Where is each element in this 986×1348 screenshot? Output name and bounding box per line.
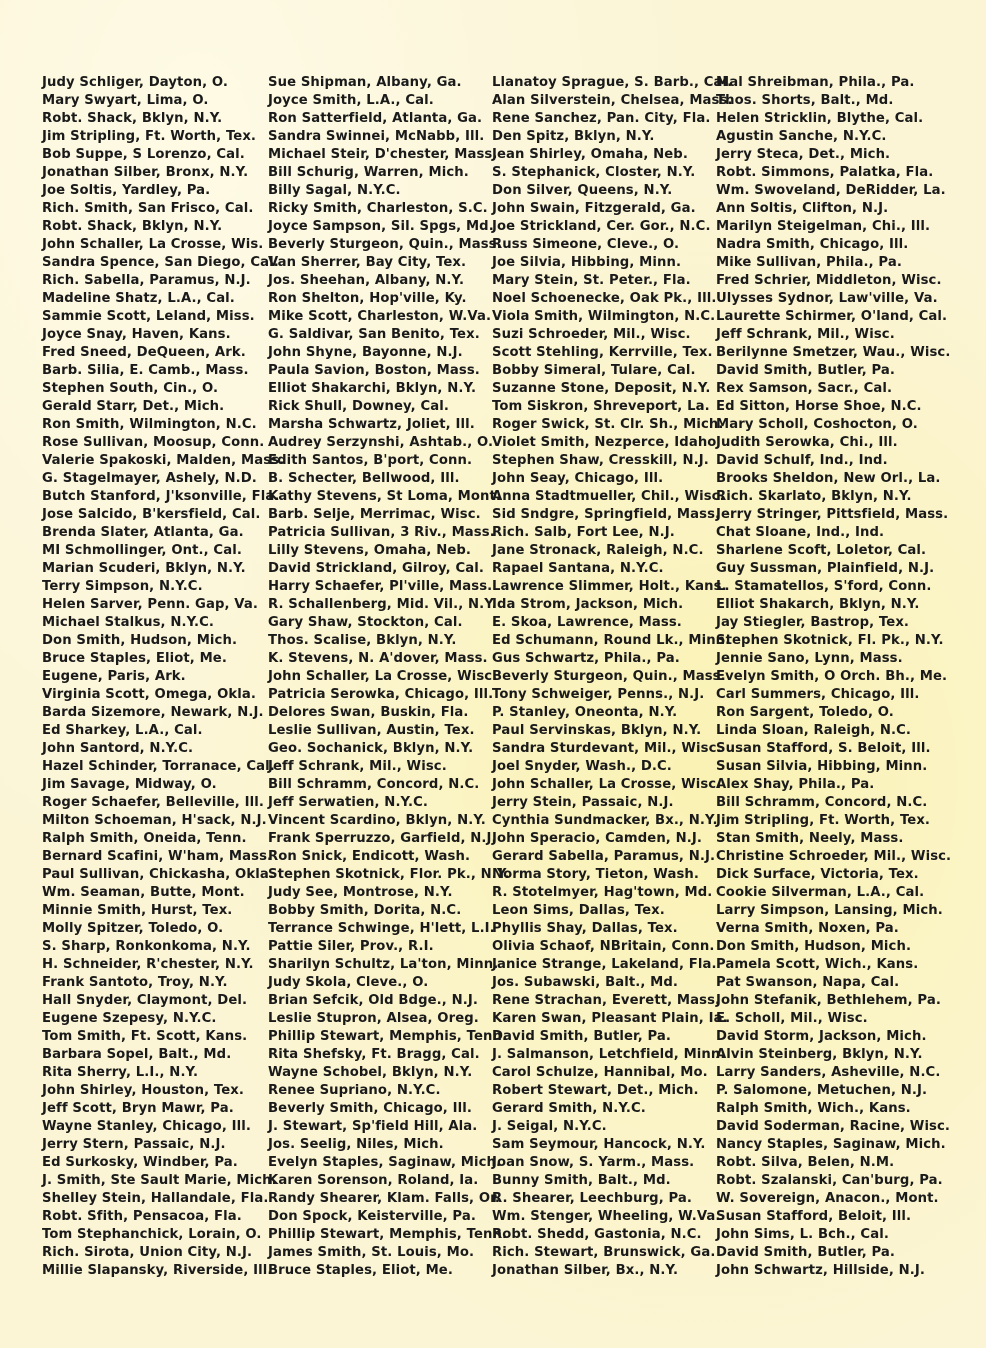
list-item: Ron Shelton, Hop'ville, Ky.: [268, 291, 467, 306]
list-item: Wm. Stenger, Wheeling, W.Va.: [492, 1209, 721, 1224]
list-item: Jim Stripling, Ft. Worth, Tex.: [42, 129, 257, 144]
list-item: Audrey Serzynshi, Ashtab., O.: [268, 435, 494, 450]
list-item: Robt. Szalanski, Can'burg, Pa.: [716, 1173, 943, 1188]
list-item: Judy Schliger, Dayton, O.: [42, 75, 229, 90]
list-item: Alvin Steinberg, Bklyn, N.Y.: [716, 1047, 923, 1062]
list-item: Den Spitz, Bklyn, N.Y.: [492, 129, 655, 144]
list-item: Russ Simeone, Cleve., O.: [492, 237, 680, 252]
list-item: Tom Smith, Ft. Scott, Kans.: [42, 1029, 248, 1044]
list-item: Jos. Seelig, Niles, Mich.: [268, 1137, 444, 1152]
list-item: Fred Schrier, Middleton, Wisc.: [716, 273, 942, 288]
list-item: David Smith, Butler, Pa.: [492, 1029, 672, 1044]
list-item: Mal Shreibman, Phila., Pa.: [716, 75, 915, 90]
list-item: Evelyn Staples, Saginaw, Mich.: [268, 1155, 502, 1170]
list-item: Ricky Smith, Charleston, S.C.: [268, 201, 488, 216]
list-item: Fred Sneed, DeQueen, Ark.: [42, 345, 246, 360]
list-item: Minnie Smith, Hurst, Tex.: [42, 903, 233, 918]
list-item: Suzi Schroeder, Mil., Wisc.: [492, 327, 691, 342]
list-item: Bobby Smith, Dorita, N.C.: [268, 903, 462, 918]
list-item: Jean Shirley, Omaha, Neb.: [492, 147, 688, 162]
list-item: Gerard Sabella, Paramus, N.J.: [492, 849, 716, 864]
list-item: Randy Shearer, Klam. Falls, Or.: [268, 1191, 500, 1206]
list-item: Ulysses Sydnor, Law'ville, Va.: [716, 291, 938, 306]
list-item: Alex Shay, Phila., Pa.: [716, 777, 875, 792]
list-item: David Schulf, Ind., Ind.: [716, 453, 888, 468]
list-item: Larry Simpson, Lansing, Mich.: [716, 903, 943, 918]
list-item: Michael Stalkus, N.Y.C.: [42, 615, 215, 630]
list-item: Bill Schurig, Warren, Mich.: [268, 165, 469, 180]
list-item: Wayne Schobel, Bklyn, N.Y.: [268, 1065, 473, 1080]
list-item: Sammie Scott, Leland, Miss.: [42, 309, 255, 324]
list-item: Stephen Skotnick, Fl. Pk., N.Y.: [716, 633, 944, 648]
list-item: Joyce Snay, Haven, Kans.: [42, 327, 231, 342]
list-item: Joe Silvia, Hibbing, Minn.: [492, 255, 682, 270]
list-item: Chat Sloane, Ind., Ind.: [716, 525, 885, 540]
list-item: E. Skoa, Lawrence, Mass.: [492, 615, 682, 630]
list-item: Phyllis Shay, Dallas, Tex.: [492, 921, 678, 936]
list-item: Ron Smith, Wilmington, N.C.: [42, 417, 257, 432]
list-item: Sam Seymour, Hancock, N.Y.: [492, 1137, 706, 1152]
list-item: Bunny Smith, Balt., Md.: [492, 1173, 671, 1188]
list-item: Carl Summers, Chicago, Ill.: [716, 687, 920, 702]
list-item: Madeline Shatz, L.A., Cal.: [42, 291, 235, 306]
list-item: David Storm, Jackson, Mich.: [716, 1029, 927, 1044]
list-item: Rick Shull, Downey, Cal.: [268, 399, 449, 414]
list-item: Mary Scholl, Coshocton, O.: [716, 417, 918, 432]
list-item: Ed Schumann, Round Lk., Minn.: [492, 633, 731, 648]
list-item: Carol Schulze, Hannibal, Mo.: [492, 1065, 708, 1080]
list-item: Paul Servinskas, Bklyn, N.Y.: [492, 723, 702, 738]
list-item: Bernard Scafini, W'ham, Mass.: [42, 849, 273, 864]
list-item: Butch Stanford, J'ksonville, Fla.: [42, 489, 280, 504]
list-item: Tony Schweiger, Penns., N.J.: [492, 687, 705, 702]
list-item: Evelyn Smith, O Orch. Bh., Me.: [716, 669, 948, 684]
list-item: Harry Schaefer, Pl'ville, Mass.: [268, 579, 493, 594]
list-item: Michael Steir, D'chester, Mass.: [268, 147, 498, 162]
list-item: Joel Snyder, Wash., D.C.: [492, 759, 672, 774]
list-item: Jerry Stern, Passaic, N.J.: [42, 1137, 226, 1152]
list-item: Barb. Silia, E. Camb., Mass.: [42, 363, 249, 378]
list-item: Rich. Salb, Fort Lee, N.J.: [492, 525, 675, 540]
list-item: Millie Slapansky, Riverside, Ill.: [42, 1263, 273, 1278]
list-item: Dick Surface, Victoria, Tex.: [716, 867, 919, 882]
list-item: E. Scholl, Mil., Wisc.: [716, 1011, 868, 1026]
list-item: Nadra Smith, Chicago, Ill.: [716, 237, 909, 252]
list-item: Marian Scuderi, Bklyn, N.Y.: [42, 561, 246, 576]
list-item: Violet Smith, Nezperce, Idaho: [492, 435, 717, 450]
list-item: Sue Shipman, Albany, Ga.: [268, 75, 462, 90]
list-item: Linda Sloan, Raleigh, N.C.: [716, 723, 912, 738]
list-item: Jos. Sheehan, Albany, N.Y.: [268, 273, 465, 288]
list-item: Ed Sharkey, L.A., Cal.: [42, 723, 203, 738]
list-item: John Shirley, Houston, Tex.: [42, 1083, 244, 1098]
list-item: Stephen Shaw, Cresskill, N.J.: [492, 453, 709, 468]
list-item: Nancy Staples, Saginaw, Mich.: [716, 1137, 946, 1152]
names-column-4: [716, 74, 952, 1280]
list-item: Rita Sherry, L.I., N.Y.: [42, 1065, 199, 1080]
list-item: Janice Strange, Lakeland, Fla.: [492, 957, 717, 972]
list-item: Alan Silverstein, Chelsea, Mass.: [492, 93, 733, 108]
list-item: John Shyne, Bayonne, N.J.: [268, 345, 463, 360]
list-item: Gerald Starr, Det., Mich.: [42, 399, 225, 414]
list-item: Bill Schramm, Concord, N.C.: [268, 777, 480, 792]
list-item: Karen Swan, Pleasant Plain, Ia.: [492, 1011, 728, 1026]
list-item: Susan Stafford, Beloit, Ill.: [716, 1209, 912, 1224]
list-item: R. Shearer, Leechburg, Pa.: [492, 1191, 693, 1206]
list-item: Beverly Smith, Chicago, Ill.: [268, 1101, 472, 1116]
list-item: Jerry Stringer, Pittsfield, Mass.: [716, 507, 949, 522]
list-item: Scott Stehling, Kerrville, Tex.: [492, 345, 713, 360]
list-item: Mike Scott, Charleston, W.Va.: [268, 309, 492, 324]
list-item: Mary Swyart, Lima, O.: [42, 93, 209, 108]
list-item: Robert Stewart, Det., Mich.: [492, 1083, 699, 1098]
list-item: Marilyn Steigelman, Chi., Ill.: [716, 219, 931, 234]
list-item: John Schaller, La Crosse, Wis.: [42, 237, 264, 252]
list-item: Gerard Smith, N.Y.C.: [492, 1101, 646, 1116]
list-item: John Speracio, Camden, N.J.: [492, 831, 702, 846]
list-item: Jeff Scott, Bryn Mawr, Pa.: [42, 1101, 234, 1116]
list-item: Ed Sitton, Horse Shoe, N.C.: [716, 399, 922, 414]
list-item: Ralph Smith, Oneida, Tenn.: [42, 831, 247, 846]
list-item: Verna Smith, Noxen, Pa.: [716, 921, 899, 936]
list-item: Rita Shefsky, Ft. Bragg, Cal.: [268, 1047, 480, 1062]
list-item: G. Saldivar, San Benito, Tex.: [268, 327, 480, 342]
list-item: Barda Sizemore, Newark, N.J.: [42, 705, 264, 720]
list-item: Judy Skola, Cleve., O.: [268, 975, 429, 990]
list-item: Jose Salcido, B'kersfield, Cal.: [42, 507, 261, 522]
list-item: Thos. Shorts, Balt., Md.: [716, 93, 894, 108]
list-item: Olivia Schaof, NBritain, Conn.: [492, 939, 715, 954]
list-item: Rich. Sabella, Paramus, N.J.: [42, 273, 251, 288]
list-item: Llanatoy Sprague, S. Barb., Cal.: [492, 75, 733, 90]
list-item: Sandra Swinnei, McNabb, Ill.: [268, 129, 485, 144]
list-item: Thos. Scalise, Bklyn, N.Y.: [268, 633, 457, 648]
list-item: Tom Stephanchick, Lorain, O.: [42, 1227, 262, 1242]
list-item: Frank Santoto, Troy, N.Y.: [42, 975, 228, 990]
list-item: P. Salomone, Metuchen, N.J.: [716, 1083, 928, 1098]
list-item: Rich. Stewart, Brunswick, Ga.: [492, 1245, 716, 1260]
list-item: Ida Strom, Jackson, Mich.: [492, 597, 684, 612]
names-column-2: [268, 74, 510, 1280]
list-item: Hazel Schinder, Torranace, Cal.: [42, 759, 275, 774]
list-item: J. Seigal, N.Y.C.: [492, 1119, 607, 1134]
list-item: Laurette Schirmer, O'land, Cal.: [716, 309, 948, 324]
list-item: Phillip Stewart, Memphis, Tenn.: [268, 1029, 508, 1044]
list-item: Robt. Silva, Belen, N.M.: [716, 1155, 895, 1170]
list-item: Bob Suppe, S Lorenzo, Cal.: [42, 147, 245, 162]
list-item: Shelley Stein, Hallandale, Fla.: [42, 1191, 269, 1206]
list-item: Ron Satterfield, Atlanta, Ga.: [268, 111, 483, 126]
list-item: Mike Sullivan, Phila., Pa.: [716, 255, 902, 270]
list-item: Roger Swick, St. Clr. Sh., Mich.: [492, 417, 724, 432]
list-item: Judith Serowka, Chi., Ill.: [716, 435, 898, 450]
list-item: Don Smith, Hudson, Mich.: [42, 633, 238, 648]
list-item: Jeff Schrank, Mil., Wisc.: [268, 759, 447, 774]
list-item: David Strickland, Gilroy, Cal.: [268, 561, 484, 576]
list-item: Helen Sarver, Penn. Gap, Va.: [42, 597, 258, 612]
list-item: Vincent Scardino, Bklyn, N.Y.: [268, 813, 486, 828]
list-item: Wm. Swoveland, DeRidder, La.: [716, 183, 946, 198]
list-item: G. Stagelmayer, Ashely, N.D.: [42, 471, 257, 486]
list-item: Jane Stronack, Raleigh, N.C.: [492, 543, 704, 558]
list-item: John Sims, L. Bch., Cal.: [716, 1227, 889, 1242]
list-item: Gary Shaw, Stockton, Cal.: [268, 615, 463, 630]
list-item: Gus Schwartz, Phila., Pa.: [492, 651, 680, 666]
list-item: Tom Siskron, Shreveport, La.: [492, 399, 710, 414]
list-item: Terrance Schwinge, H'lett, L.I.: [268, 921, 495, 936]
list-item: Jennie Sano, Lynn, Mass.: [716, 651, 903, 666]
list-item: Patricia Sullivan, 3 Riv., Mass.: [268, 525, 495, 540]
list-item: Molly Spitzer, Toledo, O.: [42, 921, 224, 936]
list-item: J. Salmanson, Letchfield, Minn.: [492, 1047, 726, 1062]
list-item: Don Spock, Keisterville, Pa.: [268, 1209, 476, 1224]
list-item: Guy Sussman, Plainfield, N.J.: [716, 561, 935, 576]
list-item: R. Stotelmyer, Hag'town, Md.: [492, 885, 713, 900]
list-item: Robt. Shedd, Gastonia, N.C.: [492, 1227, 702, 1242]
list-item: Robt. Shack, Bklyn, N.Y.: [42, 219, 223, 234]
list-item: Joe Soltis, Yardley, Pa.: [42, 183, 211, 198]
list-item: Pattie Siler, Prov., R.I.: [268, 939, 434, 954]
list-item: Brian Sefcik, Old Bdge., N.J.: [268, 993, 478, 1008]
list-item: Don Silver, Queens, N.Y.: [492, 183, 673, 198]
list-item: Geo. Sochanick, Bklyn, N.Y.: [268, 741, 474, 756]
list-item: Robt. Sfith, Pensacoa, Fla.: [42, 1209, 242, 1224]
list-item: Jonathan Silber, Bronx, N.Y.: [42, 165, 249, 180]
list-item: Bruce Staples, Eliot, Me.: [42, 651, 227, 666]
list-item: Stephen South, Cin., O.: [42, 381, 219, 396]
list-item: Viola Smith, Wilmington, N.C.: [492, 309, 716, 324]
list-item: Phillip Stewart, Memphis, Tenn.: [268, 1227, 508, 1242]
list-item: Stan Smith, Neely, Mass.: [716, 831, 904, 846]
list-item: P. Stanley, Oneonta, N.Y.: [492, 705, 678, 720]
list-item: Paul Sullivan, Chickasha, Okla.: [42, 867, 274, 882]
list-item: Norma Story, Tieton, Wash.: [492, 867, 700, 882]
list-item: Paula Savion, Boston, Mass.: [268, 363, 480, 378]
list-item: Van Sherrer, Bay City, Tex.: [268, 255, 467, 270]
list-item: Joyce Sampson, Sil. Spgs, Md.: [268, 219, 494, 234]
list-item: John Seay, Chicago, Ill.: [492, 471, 664, 486]
list-item: Ann Soltis, Clifton, N.J.: [716, 201, 889, 216]
list-item: Ed Surkosky, Windber, Pa.: [42, 1155, 238, 1170]
list-item: John Schaller, La Crosse, Wisc.: [492, 777, 722, 792]
list-item: Jos. Subawski, Balt., Md.: [492, 975, 679, 990]
list-item: Susan Stafford, S. Beloit, Ill.: [716, 741, 931, 756]
list-item: L. Stamatellos, S'ford, Conn.: [716, 579, 932, 594]
list-item: Wayne Stanley, Chicago, Ill.: [42, 1119, 251, 1134]
list-item: Sharilyn Schultz, La'ton, Minn.: [268, 957, 499, 972]
list-item: Berilynne Smetzer, Wau., Wisc.: [716, 345, 951, 360]
list-item: Pat Swanson, Napa, Cal.: [716, 975, 900, 990]
list-item: Rose Sullivan, Moosup, Conn.: [42, 435, 265, 450]
list-item: Rapael Santana, N.Y.C.: [492, 561, 664, 576]
list-item: Leslie Sullivan, Austin, Tex.: [268, 723, 475, 738]
list-item: Suzanne Stone, Deposit, N.Y.: [492, 381, 711, 396]
list-item: Brenda Slater, Atlanta, Ga.: [42, 525, 244, 540]
list-item: Rich. Sirota, Union City, N.J.: [42, 1245, 253, 1260]
list-item: Terry Simpson, N.Y.C.: [42, 579, 203, 594]
list-item: Brooks Sheldon, New Orl., La.: [716, 471, 941, 486]
list-item: Rich. Smith, San Frisco, Cal.: [42, 201, 254, 216]
list-item: R. Schallenberg, Mid. Vil., N.Y.: [268, 597, 497, 612]
list-item: David Soderman, Racine, Wisc.: [716, 1119, 951, 1134]
list-item: Rich. Skarlato, Bklyn, N.Y.: [716, 489, 912, 504]
list-item: Edith Santos, B'port, Conn.: [268, 453, 473, 468]
list-item: John Swain, Fitzgerald, Ga.: [492, 201, 696, 216]
list-item: Lilly Stevens, Omaha, Neb.: [268, 543, 472, 558]
list-item: Elliot Shakarch, Bklyn, N.Y.: [716, 597, 920, 612]
list-item: Ralph Smith, Wich., Kans.: [716, 1101, 911, 1116]
list-item: John Schwartz, Hillside, N.J.: [716, 1263, 926, 1278]
list-item: Kathy Stevens, St Loma, Mont.: [268, 489, 502, 504]
list-item: Renee Supriano, N.Y.C.: [268, 1083, 441, 1098]
list-item: B. Schecter, Bellwood, Ill.: [268, 471, 460, 486]
list-item: Sid Sndgre, Springfield, Mass.: [492, 507, 721, 522]
list-item: Jeff Schrank, Mil., Wisc.: [716, 327, 895, 342]
list-item: Eugene, Paris, Ark.: [42, 669, 186, 684]
list-item: Don Smith, Hudson, Mich.: [716, 939, 912, 954]
list-item: Helen Stricklin, Blythe, Cal.: [716, 111, 924, 126]
list-item: Patricia Serowka, Chicago, Ill.: [268, 687, 494, 702]
list-item: Hall Snyder, Claymont, Del.: [42, 993, 248, 1008]
list-item: Cookie Silverman, L.A., Cal.: [716, 885, 925, 900]
list-item: Leslie Stupron, Alsea, Oreg.: [268, 1011, 479, 1026]
list-item: Karen Sorenson, Roland, Ia.: [268, 1173, 479, 1188]
names-column-3: [492, 74, 733, 1280]
list-item: Bobby Simeral, Tulare, Cal.: [492, 363, 696, 378]
list-item: Ron Snick, Endicott, Wash.: [268, 849, 471, 864]
list-item: Agustin Sanche, N.Y.C.: [716, 129, 887, 144]
list-item: S. Stephanick, Closter, N.Y.: [492, 165, 696, 180]
list-item: Jim Stripling, Ft. Worth, Tex.: [716, 813, 931, 828]
list-item: John Schaller, La Crosse, Wisc.: [268, 669, 498, 684]
list-item: Marsha Schwartz, Joliet, Ill.: [268, 417, 475, 432]
list-item: Jonathan Silber, Bx., N.Y.: [492, 1263, 679, 1278]
list-item: Bill Schramm, Concord, N.C.: [716, 795, 928, 810]
list-item: Roger Schaefer, Belleville, Ill.: [42, 795, 264, 810]
list-item: Sandra Sturdevant, Mil., Wisc.: [492, 741, 722, 756]
list-item: Joe Strickland, Cer. Gor., N.C.: [492, 219, 711, 234]
list-item: David Smith, Butler, Pa.: [716, 363, 896, 378]
list-item: Frank Sperruzzo, Garfield, N.J.: [268, 831, 497, 846]
list-item: John Santord, N.Y.C.: [42, 741, 194, 756]
list-item: K. Stevens, N. A'dover, Mass.: [268, 651, 488, 666]
list-item: Anna Stadtmueller, Chil., Wisc.: [492, 489, 725, 504]
list-item: Mary Stein, St. Peter., Fla.: [492, 273, 691, 288]
list-item: Eugene Szepesy, N.Y.C.: [42, 1011, 217, 1026]
list-item: Robt. Shack, Bklyn, N.Y.: [42, 111, 223, 126]
list-item: Rene Strachan, Everett, Mass.: [492, 993, 721, 1008]
list-item: S. Sharp, Ronkonkoma, N.Y.: [42, 939, 251, 954]
list-item: Leon Sims, Dallas, Tex.: [492, 903, 665, 918]
list-item: Joyce Smith, L.A., Cal.: [268, 93, 434, 108]
list-item: Jerry Stein, Passaic, N.J.: [492, 795, 674, 810]
list-item: Cynthia Sundmacker, Bx., N.Y.: [492, 813, 718, 828]
list-item: Christine Schroeder, Mil., Wisc.: [716, 849, 952, 864]
list-item: Beverly Sturgeon, Quin., Mass.: [492, 669, 726, 684]
list-item: Billy Sagal, N.Y.C.: [268, 183, 401, 198]
list-item: Rene Sanchez, Pan. City, Fla.: [492, 111, 711, 126]
list-item: Valerie Spakoski, Malden, Mass.: [42, 453, 285, 468]
list-item: Stephen Skotnick, Flor. Pk., N.Y.: [268, 867, 510, 882]
list-item: Elliot Shakarchi, Bklyn, N.Y.: [268, 381, 477, 396]
list-item: James Smith, St. Louis, Mo.: [268, 1245, 475, 1260]
list-item: J. Smith, Ste Sault Marie, Mich.: [42, 1173, 277, 1188]
list-item: Sandra Spence, San Diego, Cal.: [42, 255, 279, 270]
list-item: W. Sovereign, Anacon., Mont.: [716, 1191, 939, 1206]
names-column-1: [42, 74, 285, 1280]
list-item: Pamela Scott, Wich., Kans.: [716, 957, 919, 972]
list-item: J. Stewart, Sp'field Hill, Ala.: [268, 1119, 478, 1134]
list-item: H. Schneider, R'chester, N.Y.: [42, 957, 254, 972]
list-item: Wm. Seaman, Butte, Mont.: [42, 885, 245, 900]
list-item: Susan Silvia, Hibbing, Minn.: [716, 759, 928, 774]
list-item: Sharlene Scoft, Loletor, Cal.: [716, 543, 927, 558]
list-item: Judy See, Montrose, N.Y.: [268, 885, 453, 900]
list-item: Lawrence Slimmer, Holt., Kans.: [492, 579, 727, 594]
list-item: Larry Sanders, Asheville, N.C.: [716, 1065, 941, 1080]
list-item: Robt. Simmons, Palatka, Fla.: [716, 165, 934, 180]
list-item: Ron Sargent, Toledo, O.: [716, 705, 894, 720]
list-item: Bruce Staples, Eliot, Me.: [268, 1263, 453, 1278]
list-item: Noel Schoenecke, Oak Pk., Ill.: [492, 291, 717, 306]
list-item: Joan Snow, S. Yarm., Mass.: [492, 1155, 695, 1170]
list-item: Jim Savage, Midway, O.: [42, 777, 217, 792]
list-item: Barbara Sopel, Balt., Md.: [42, 1047, 232, 1062]
list-item: Rex Samson, Sacr., Cal.: [716, 381, 893, 396]
list-item: Jay Stiegler, Bastrop, Tex.: [716, 615, 910, 630]
list-item: Jerry Steca, Det., Mich.: [716, 147, 891, 162]
list-item: Milton Schoeman, H'sack, N.J.: [42, 813, 267, 828]
list-item: Delores Swan, Buskin, Fla.: [268, 705, 469, 720]
list-item: MI Schmollinger, Ont., Cal.: [42, 543, 242, 558]
list-item: David Smith, Butler, Pa.: [716, 1245, 896, 1260]
list-item: Beverly Sturgeon, Quin., Mass.: [268, 237, 502, 252]
list-item: Jeff Serwatien, N.Y.C.: [268, 795, 429, 810]
list-item: John Stefanik, Bethlehem, Pa.: [716, 993, 941, 1008]
list-item: Barb. Selje, Merrimac, Wisc.: [268, 507, 481, 522]
list-item: Virginia Scott, Omega, Okla.: [42, 687, 256, 702]
